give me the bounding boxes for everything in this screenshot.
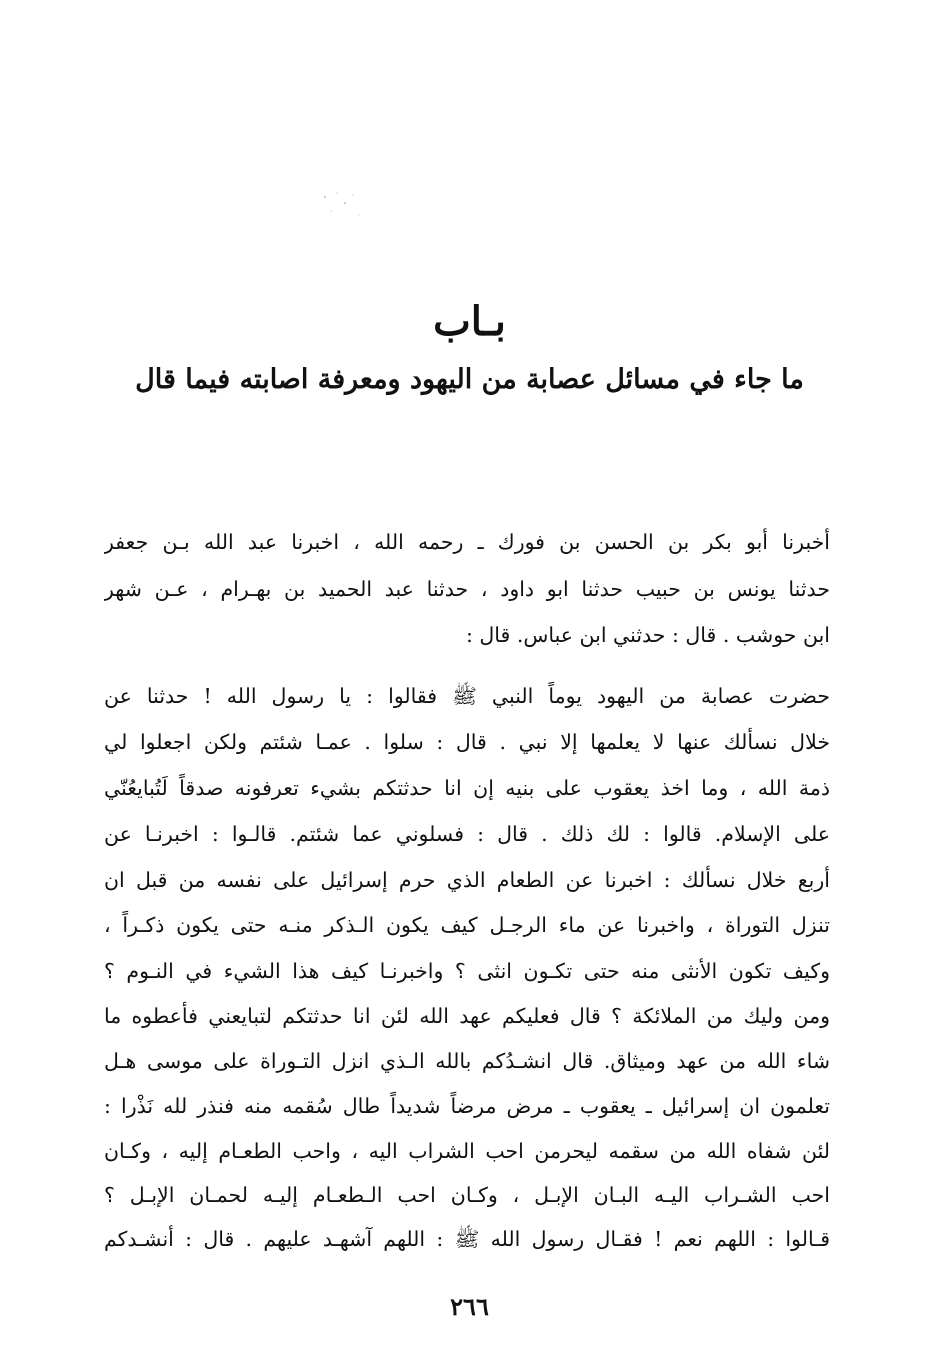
- page-number: ٢٦٦: [450, 1292, 489, 1321]
- text-line: أخبرنا أبو بكر بن الحسن بن فورك ـ رحمه الله ، اخبرنا عبد الله بـن جعفر: [104, 530, 830, 554]
- text-line: ذمة الله ، وما اخذ يعقوب على بنيه إن انا حدثتكم بشيء تعرفونه صدقاً لَتُبايعُنّي: [104, 776, 830, 800]
- text-line: تنزل التوراة ، واخبرنا عن ماء الرجـل كيف يكون الـذكر منـه حتى يكون ذكـراً ،: [104, 913, 830, 937]
- text-line: ومن وليك من الملائكة ؟ قال فعليكم عهد الله لئن انا حدثتكم لتبايعني فأعطوه ما: [104, 1004, 830, 1028]
- text-line: أربع خلال نسألك : اخبرنا عن الطعام الذي حرم إسرائيل على نفسه من قبل ان: [104, 868, 830, 892]
- text-line: لئن شفاه الله من سقمه ليحرمن احب الشراب اليه ، واحب الطعـام إليه ، وكـان: [104, 1139, 830, 1163]
- text-line: ابن حوشب . قال : حدثني ابن عباس. قال :: [465, 623, 830, 647]
- text-line: خلال نسألك عنها لا يعلمها إلا نبي . قال : سلوا . عمـا شئتم ولكن اجعلوا لي: [104, 730, 830, 754]
- text-line: احب الشـراب اليـه البـان الإبـل ، وكـان احب الـطعـام إليـه لحمـان الإبـل ؟: [104, 1183, 830, 1207]
- text-line: على الإسلام. قالوا : لك ذلك . قال : فسلوني عما شئتم. قالـوا : اخبرنـا عن: [104, 822, 830, 846]
- text-line: قـالوا : اللهم نعم ! فقـال رسول الله ﷺ : اللهم آشهـد عليهم . قال : أنشـدكم: [104, 1227, 830, 1251]
- text-line: حضرت عصابة من اليهود يوماً النبي ﷺ فقالوا : يا رسول الله ! حدثنا عن: [104, 684, 830, 708]
- chapter-title: ما جاء في مسائل عصابة من اليهود ومعرفة اصابته فيما قال: [135, 364, 804, 395]
- text-line: وكيف تكون الأنثى منه حتى تكـون انثى ؟ واخبرنـا كيف هذا الشيء في النـوم ؟: [104, 959, 830, 983]
- text-line: حدثنا يونس بن حبيب حدثنا ابو داود ، حدثنا عبد الحميد بن بهـرام ، عـن شهر: [104, 577, 830, 601]
- chapter-heading: بـاب: [433, 298, 506, 345]
- scan-speckle: [315, 185, 365, 225]
- text-line: شاء الله من عهد وميثاق. قال انشـدُكم بالله الـذي انزل التـوراة على موسى هـل: [104, 1049, 830, 1073]
- text-line: تعلمون ان إسرائيل ـ يعقوب ـ مرض مرضاً شديداً طال سُقمه منه فنذر لله نَذْرا :: [104, 1094, 830, 1118]
